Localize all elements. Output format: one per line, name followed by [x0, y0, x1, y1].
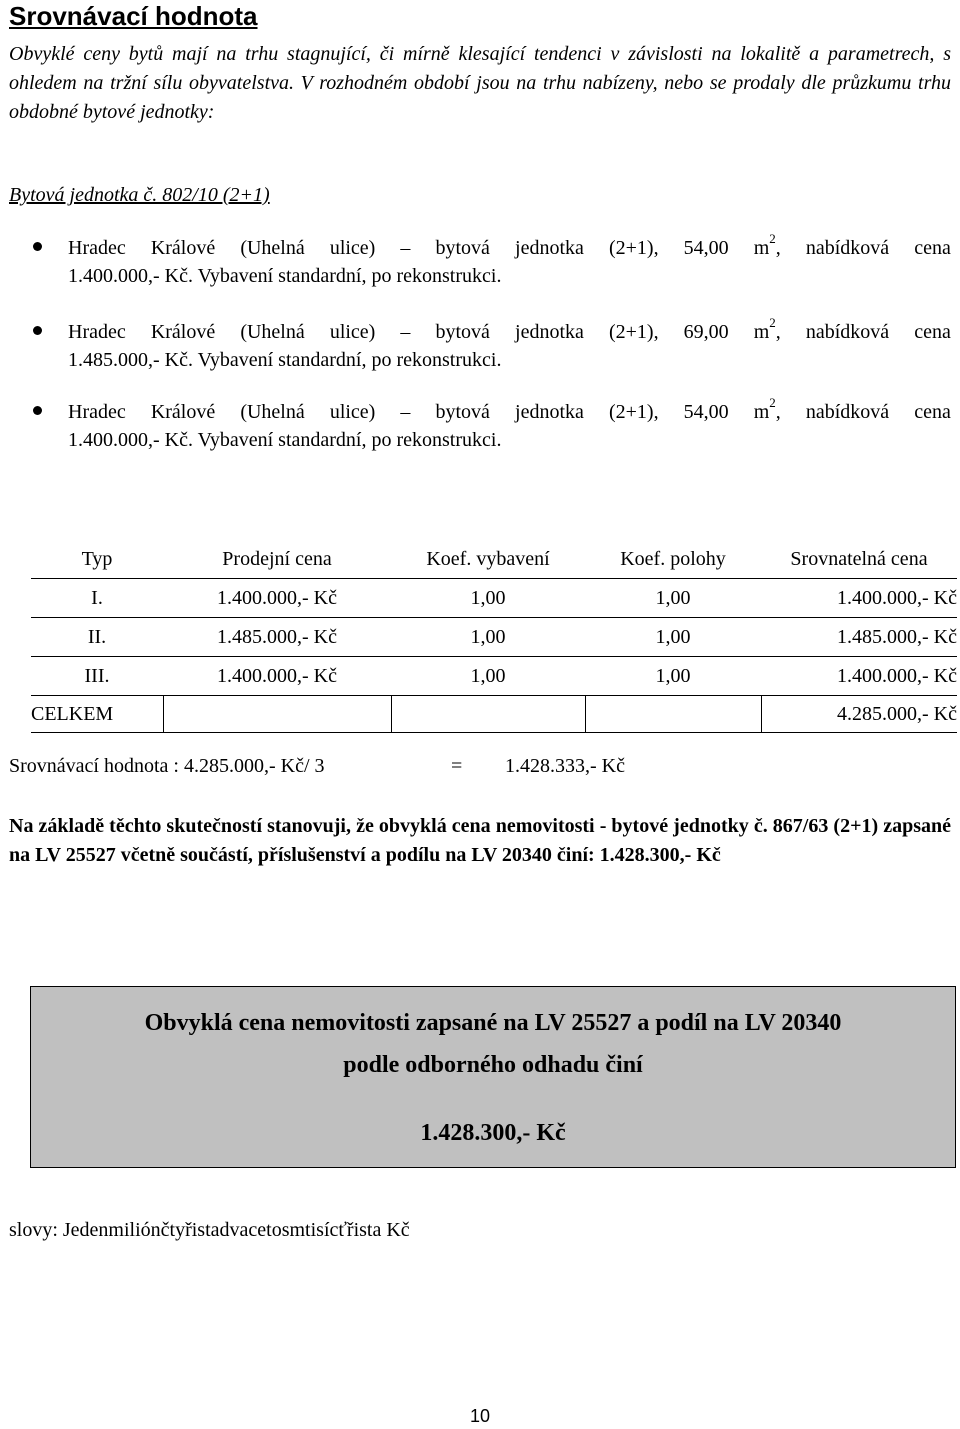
offer-line-1: Hradec Králové (Uhelná ulice) – bytová jednotka (2+1), 54,00 $m^2$, nabídková cena [68, 395, 951, 423]
bullet-icon [33, 406, 42, 415]
bullet-icon [33, 326, 42, 335]
header-comparable-price: Srovnatelná cena [761, 540, 957, 579]
table-total-row [31, 696, 957, 733]
empty-cell [163, 696, 391, 733]
table-header-row [31, 540, 957, 579]
offer-line-1: Hradec Králové (Uhelná ulice) – bytová jednotka (2+1), 69,00 $m^2$, nabídková cena [68, 315, 951, 343]
summary-equals: = [451, 755, 463, 777]
header-sale-price: Prodejní cena [163, 540, 391, 579]
header-equipment-coef: Koef. vybavení [391, 540, 585, 579]
header-type: Typ [31, 540, 163, 579]
amount-in-words: slovy: Jedenmiliónčtyřistadvacetosmtisícťřista Kč [9, 1219, 410, 1241]
offer-line-2: 1.400.000,- Kč. Vybavení standardní, po rekonstrukci. [68, 429, 502, 451]
intro-paragraph: Obvyklé ceny bytů mají na trhu stagnující, či mírně klesající tendenci v závislosti na lokalitě a parametrech, s ohledem na tržní sílu obyvatelstva. V rozhodném období jsou na trhu nabízeny, nebo se prodaly dle průzkumu trhu obdobné bytové jednotky: [9, 43, 951, 123]
total-label: CELKEM [31, 696, 163, 733]
comparison-table [31, 540, 957, 733]
page-number: 10 [469, 1406, 491, 1426]
conclusion-paragraph: Na základě těchto skutečností stanovuji, že obvyklá cena nemovitosti - bytové jednotky č. 867/63 (2+1) zapsané na LV 25527 včetně součástí, příslušenství a podílu na LV 20340 činí: 1.428.300,- Kč [9, 815, 951, 866]
summary-result: 1.428.333,- Kč [505, 755, 625, 777]
summary-label: Srovnávací hodnota : 4.285.000,- Kč/ 3 [9, 755, 325, 777]
result-box [30, 986, 956, 1168]
result-box-amount: 1.428.300,- Kč [420, 1120, 566, 1146]
table-row: II. 1.485.000,- Kč 1,00 1,00 1.485.000,- Kč [31, 618, 957, 657]
comparison-summary [9, 752, 625, 780]
empty-cell [585, 696, 761, 733]
table-row: III. 1.400.000,- Kč 1,00 1,00 1.400.000,- Kč [31, 657, 957, 696]
table-row: I. 1.400.000,- Kč 1,00 1,00 1.400.000,- Kč [31, 579, 957, 618]
bullet-icon [33, 242, 42, 251]
total-value: 4.285.000,- Kč [761, 696, 957, 733]
empty-cell [391, 696, 585, 733]
header-location-coef: Koef. polohy [585, 540, 761, 579]
offer-line-2: 1.400.000,- Kč. Vybavení standardní, po rekonstrukci. [68, 265, 502, 287]
page-title: Srovnávací hodnota [9, 1, 258, 31]
result-box-line-2: podle odborného odhadu činí [343, 1052, 643, 1078]
result-box-line-1: Obvyklá cena nemovitosti zapsané na LV 25527 a podíl na LV 20340 [144, 1010, 842, 1036]
offer-line-2: 1.485.000,- Kč. Vybavení standardní, po rekonstrukci. [68, 349, 502, 371]
unit-heading: Bytová jednotka č. 802/10 (2+1) [9, 184, 270, 206]
offer-line-1: Hradec Králové (Uhelná ulice) – bytová jednotka (2+1), 54,00 $m^2$, nabídková cena [68, 231, 951, 259]
